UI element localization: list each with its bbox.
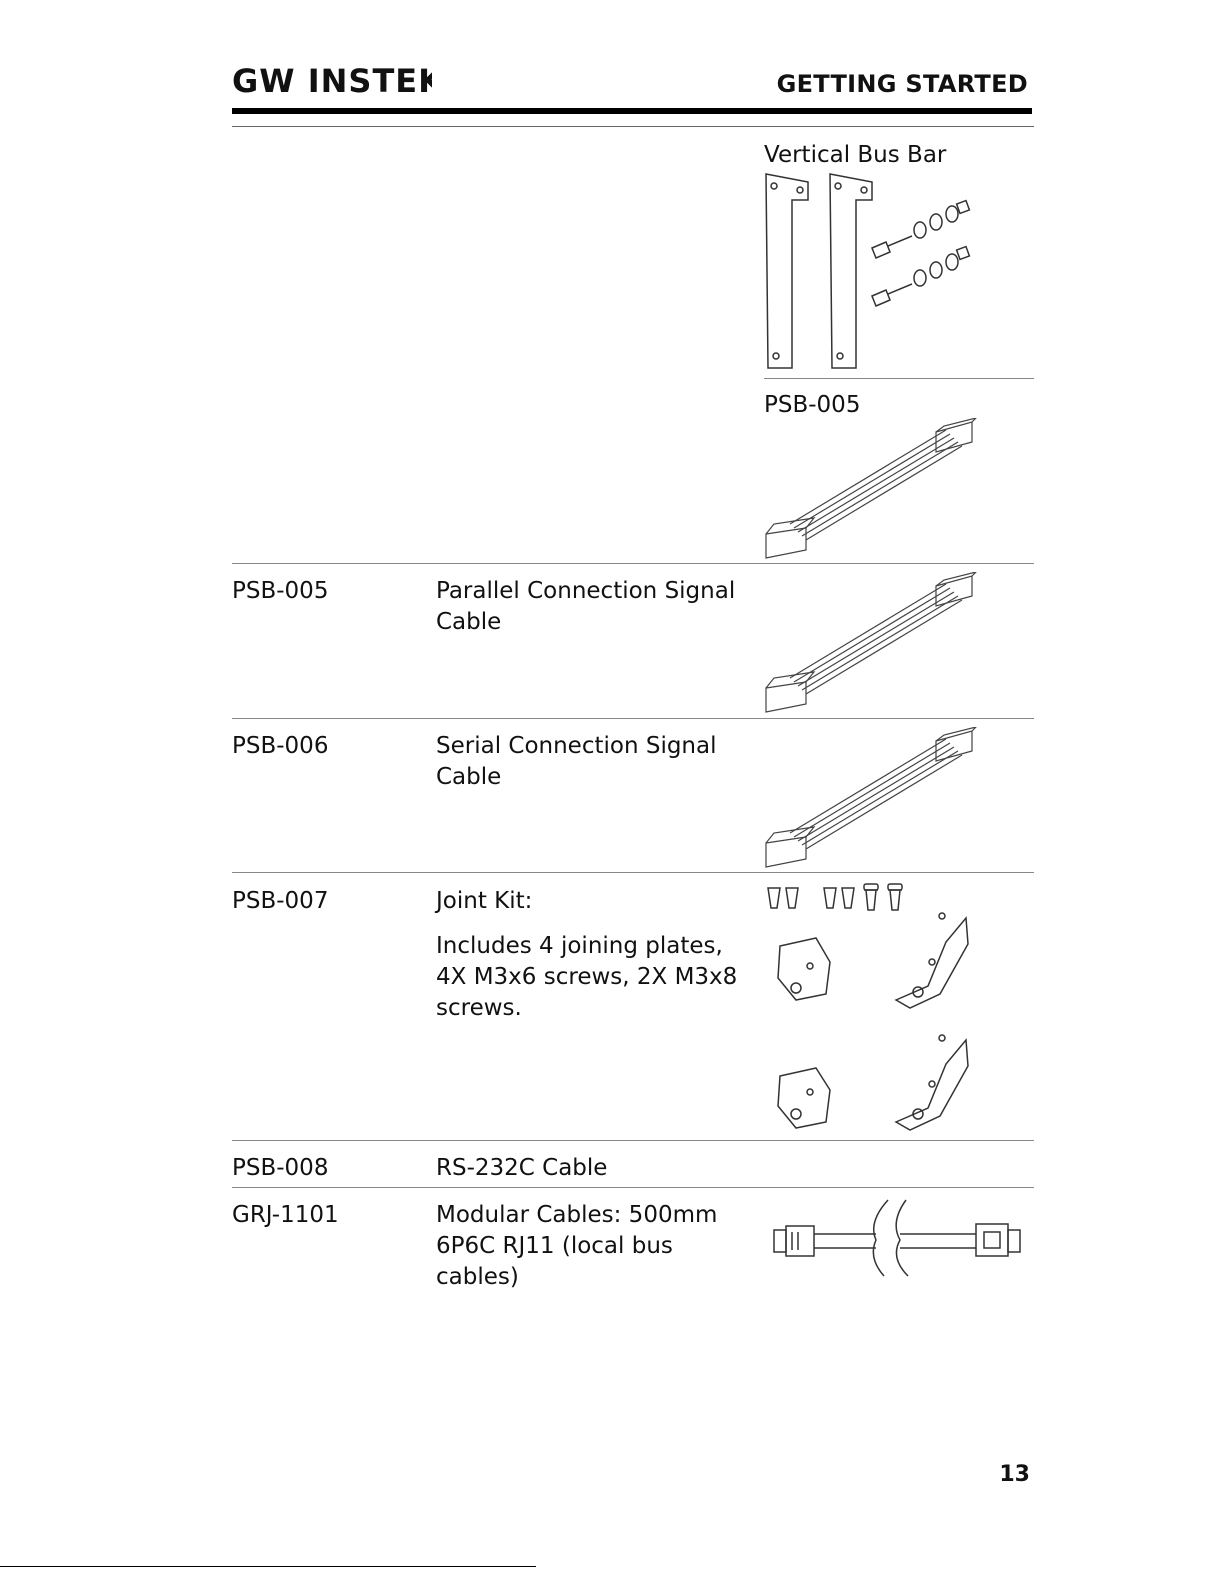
psb-005-label: PSB-005 (764, 392, 861, 418)
header-rule-thin (232, 126, 1034, 127)
section-title: GETTING STARTED (776, 70, 1028, 98)
joint-kit-icon (760, 882, 980, 1136)
model-psb-008: PSB-008 (232, 1155, 329, 1181)
divider (232, 1140, 1034, 1141)
description-grj-1101: Modular Cables: 500mm 6P6C RJ11 (local bus cables) (436, 1202, 718, 1290)
divider (232, 1187, 1034, 1188)
description-psb-008: RS-232C Cable (436, 1155, 608, 1181)
rj11-cable-icon (772, 1196, 1024, 1282)
description-psb-005: Parallel Connection Signal Cable (436, 578, 736, 635)
detail-psb-007: Includes 4 joining plates, 4X M3x6 screws, 2X M3x8 screws. (436, 933, 738, 1021)
footer-rule (0, 1566, 536, 1567)
model-psb-006: PSB-006 (232, 733, 329, 759)
page-number: 13 (999, 1462, 1030, 1487)
bus-bar-icon (760, 172, 980, 376)
model-grj-1101: GRJ-1101 (232, 1202, 339, 1228)
description-psb-007: Joint Kit: (436, 888, 533, 914)
ribbon-cable-icon (760, 418, 980, 566)
ribbon-cable-icon (760, 727, 980, 875)
ribbon-cable-icon (760, 572, 980, 720)
model-psb-007: PSB-007 (232, 888, 329, 914)
description-psb-006: Serial Connection Signal Cable (436, 733, 717, 790)
svg-text:GW INSTEK: GW INSTEK (232, 64, 432, 96)
gw-instek-logo (232, 64, 432, 96)
vertical-bus-bar-label: Vertical Bus Bar (764, 142, 947, 168)
divider (764, 378, 1034, 379)
divider (232, 563, 1034, 564)
divider (232, 718, 1034, 719)
header-rule (232, 108, 1032, 114)
divider (232, 872, 1034, 873)
model-psb-005: PSB-005 (232, 578, 329, 604)
